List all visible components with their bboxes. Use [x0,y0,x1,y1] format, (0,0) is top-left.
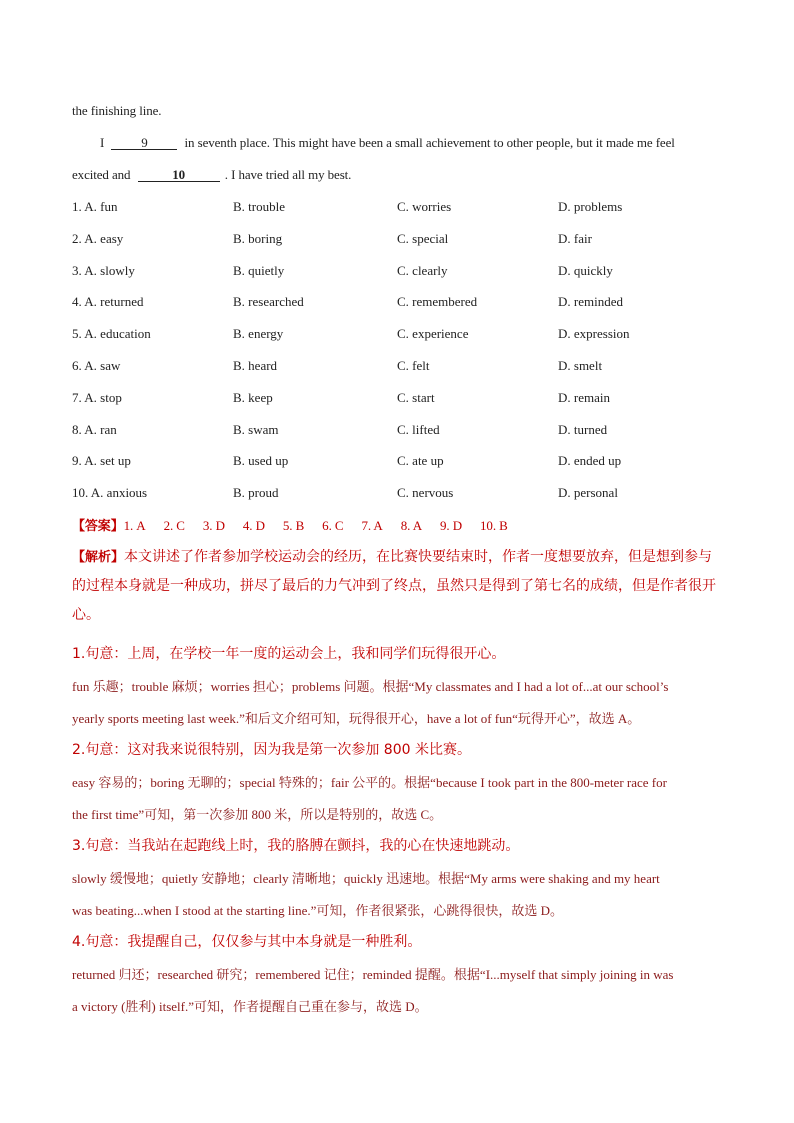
blank-9: 9 [111,136,177,150]
analysis-label: 【解析】 [72,550,125,565]
note-explanation-line: fun 乐趣；trouble 麻烦；worries 担心；problems 问题。根据“My classmates and I had a lot of...at our school’s [72,679,669,694]
option-choice: D. problems [558,199,623,214]
option-choice: 5. A. education [72,326,151,342]
option-choice: B. trouble [233,199,285,214]
note-explanation-line: was beating...when I stood at the starting line.”可知，作者很紧张，心跳得很快，故选 D。 [72,903,564,918]
option-choice: C. special [397,230,449,246]
option-choice: 3. A. slowly [72,262,135,278]
note-sentence: 1.句意：上周，在学校一年一度的运动会上，我和同学们玩得很开心。 [72,646,506,662]
option-choice: 7. A. stop [72,389,122,405]
note-explanation-line: a victory (胜利) itself.”可知，作者提醒自己重在参与，故选 D。 [72,999,428,1014]
analysis-paragraph [72,543,724,630]
option-choice: B. swam [233,421,279,437]
option-choice: B. researched [233,294,304,310]
note-sentence: 2.句意：这对我来说很特别，因为我是第一次参加 800 米比赛。 [72,742,471,758]
answer-item: 2. C [163,518,185,533]
option-choice: D. smelt [558,358,603,373]
passage-line-2 [100,135,675,151]
passage-text: excited and [72,167,131,182]
option-choice: 9. A. set up [72,453,131,469]
option-choice: C. remembered [397,294,478,310]
answer-item: 3. D [202,518,225,533]
answer-items [124,518,526,533]
passage-line-1: the finishing line. [72,103,162,118]
answer-item: 7. A [361,518,383,533]
note-explanation-line: slowly 缓慢地；quietly 安静地；clearly 清晰地；quickly 迅速地。根据“My arms were shaking and my heart [72,871,660,886]
option-choice: D. ended up [558,453,622,469]
answer-item: 9. D [440,518,463,533]
option-choice: C. worries [397,199,452,214]
option-choice: 8. A. ran [72,421,117,437]
option-choice: B. used up [233,453,289,469]
option-choice: 10. A. anxious [72,485,148,501]
answer-item: 8. A [400,518,423,533]
option-choice: B. quietly [233,262,285,278]
option-choice: 1. A. fun [72,199,118,214]
passage-line-3 [72,167,351,183]
answer-item: 6. C [322,518,344,533]
option-choice: D. remain [558,389,610,405]
answer-item: 4. D [242,518,265,533]
passage-text: . I have tried all my best. [224,167,352,182]
option-choice: B. boring [233,230,283,246]
option-choice: C. felt [397,358,430,373]
option-choice: 6. A. saw [72,358,121,373]
option-choice: C. start [397,389,435,405]
option-choice: B. proud [233,485,279,501]
note-sentence: 3.句意：当我站在起跑线上时，我的胳膊在颤抖，我的心在快速地跳动。 [72,838,520,854]
blank-10: 10 [138,168,220,182]
note-sentence: 4.句意：我提醒自己，仅仅参与其中本身就是一种胜利。 [72,934,422,950]
answer-label: 【答案】 [72,519,124,534]
option-choice: B. heard [233,358,278,373]
option-choice: C. clearly [397,262,448,278]
note-explanation-line: easy 容易的；boring 无聊的；special 特殊的；fair 公平的。根据“because I took part in the 800-meter race for [72,775,667,790]
passage-text: in seventh place. This might have been a small achievement to other people, but it made me feel [184,135,675,150]
note-explanation-line: yearly sports meeting last week.”和后文介绍可知，玩得很开心，have a lot of fun“玩得开心”，故选 A。 [72,711,641,726]
option-choice: 4. A. returned [72,294,144,310]
option-choice: D. expression [558,326,630,342]
option-choice: B. keep [233,389,273,405]
passage-text: I [100,135,105,150]
option-choice: D. fair [558,230,592,246]
answer-line [72,515,526,534]
option-choice: C. ate up [397,453,444,469]
option-choice: D. turned [558,421,608,437]
option-choice: C. nervous [397,485,454,501]
note-explanation-line: returned 归还；researched 研究；remembered 记住；reminded 提醒。根据“I...myself that simply joining in was [72,967,674,982]
answer-item: 5. B [282,518,305,533]
option-choice: D. reminded [558,294,623,310]
option-choice: D. quickly [558,262,613,278]
analysis-text: 本文讲述了作者参加学校运动会的经历，在比赛快要结束时，作者一度想要放弃，但是想到参与的过程本身就是一种成功，拼尽了最后的力气冲到了终点，虽然只是得到了第七名的成绩，但是作者很开心。 [72,549,716,623]
option-choice: 2. A. easy [72,230,124,246]
option-choice: D. personal [558,485,618,501]
option-choice: C. experience [397,326,469,342]
answer-item: 10. B [480,518,508,533]
answer-item: 1. A [123,518,146,533]
option-choice: C. lifted [397,421,440,437]
option-choice: B. energy [233,326,284,342]
note-explanation-line: the first time”可知，第一次参加 800 米，所以是特别的，故选 C。 [72,807,443,822]
